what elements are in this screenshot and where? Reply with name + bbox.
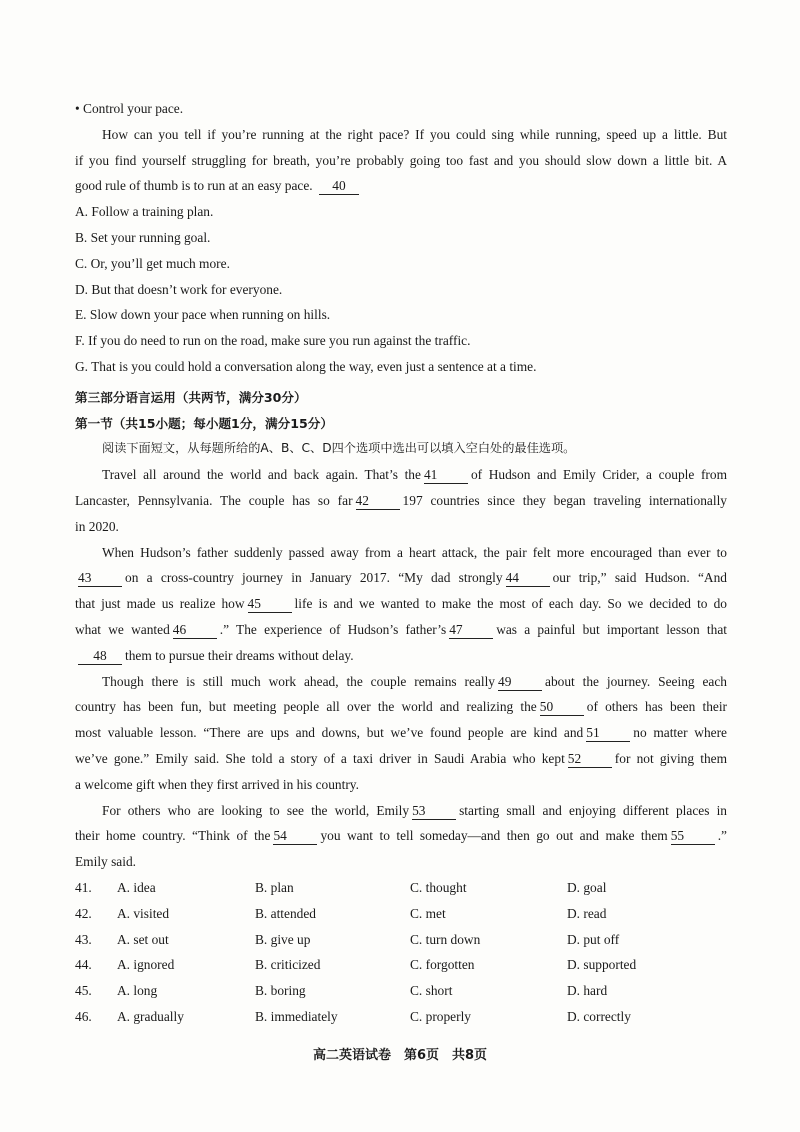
question-number: 45. xyxy=(75,983,92,999)
blank-55: 55 xyxy=(671,828,715,845)
cloze-text: For others who are looking to see the world, Emily xyxy=(102,802,410,818)
blank-41: 41 xyxy=(424,467,468,484)
cloze-line: Emily said. xyxy=(75,854,136,870)
blank-46: 46 xyxy=(173,622,217,639)
cloze-text: our trip,” said Hudson. “And xyxy=(552,570,727,586)
cloze-line xyxy=(75,823,727,849)
cloze-line xyxy=(75,720,727,746)
cloze-line xyxy=(75,694,727,720)
option-d: D. But that doesn’t work for everyone. xyxy=(75,281,283,297)
cloze-text: about the journey. Seeing each xyxy=(545,673,727,689)
choice-a: A. long xyxy=(117,983,158,999)
page-footer: 高二英语试卷 第6页 共8页 xyxy=(312,1048,488,1063)
cloze-line xyxy=(75,591,727,617)
cloze-text: their home country. “Think of the xyxy=(75,828,271,844)
choice-row xyxy=(75,901,727,927)
blank-53: 53 xyxy=(412,803,456,820)
cloze-line: When Hudson’s father suddenly passed away from a heart attack, the pair felt more encouraged than ever to xyxy=(102,544,727,560)
choice-b: B. give up xyxy=(255,931,311,947)
cloze-text: of Hudson and Emily Crider, a couple from xyxy=(470,467,727,483)
choice-a: A. set out xyxy=(117,931,169,947)
choice-a: A. ignored xyxy=(117,957,175,973)
question-number: 44. xyxy=(75,957,92,973)
cloze-text: we’ve gone.” Emily said. She told a story of a taxi driver in Saudi Arabia who kept xyxy=(75,750,565,766)
choice-row xyxy=(75,952,727,978)
reading-line: if you find yourself struggling for breath, you’re probably going too fast and you should slow down a little bit. A xyxy=(75,152,727,168)
cloze-line xyxy=(75,488,727,514)
bullet-heading: • Control your pace. xyxy=(75,101,184,116)
question-number: 42. xyxy=(75,905,92,921)
option-e: E. Slow down your pace when running on hills. xyxy=(75,307,331,323)
cloze-text: .” xyxy=(717,828,727,844)
choice-d: D. correctly xyxy=(567,1008,631,1024)
cloze-text: them to pursue their dreams without delay. xyxy=(125,647,354,663)
choice-d: D. goal xyxy=(567,879,607,895)
cloze-text: you want to tell someday—and then go out and make them xyxy=(320,828,668,844)
cloze-line xyxy=(75,462,727,488)
choice-b: B. attended xyxy=(255,905,316,921)
cloze-text: was a painful but important lesson that xyxy=(496,621,727,637)
cloze-line xyxy=(75,643,727,669)
question-number: 46. xyxy=(75,1008,92,1024)
choice-row xyxy=(75,927,727,953)
choice-a: A. idea xyxy=(117,879,156,895)
cloze-text: Though there is still much work ahead, the couple remains really xyxy=(102,673,496,689)
blank-51: 51 xyxy=(586,725,630,742)
choice-d: D. read xyxy=(567,905,607,921)
cloze-text: what we wanted xyxy=(75,621,170,637)
cloze-line xyxy=(75,565,727,591)
choice-b: B. immediately xyxy=(255,1008,338,1024)
blank-42: 42 xyxy=(356,493,400,510)
cloze-line xyxy=(75,669,727,695)
cloze-line xyxy=(75,617,727,643)
choice-c: C. properly xyxy=(410,1008,471,1024)
choice-c: C. forgotten xyxy=(410,957,475,973)
option-b: B. Set your running goal. xyxy=(75,229,211,245)
option-g: G. That is you could hold a conversation along the way, even just a sentence at a time. xyxy=(75,358,537,374)
reading-line: How can you tell if you’re running at the right pace? If you could sing while running, speed up a little. But xyxy=(102,126,727,142)
choice-d: D. supported xyxy=(567,957,637,973)
choice-c: C. thought xyxy=(410,879,467,895)
cloze-text: starting small and enjoying different places in xyxy=(459,802,727,818)
choice-row xyxy=(75,978,727,1004)
section-instruction: 阅读下面短文，从每题所给的A、B、C、D四个选项中选出可以填入空白处的最佳选项。 xyxy=(102,441,576,456)
blank-40: 40 xyxy=(319,178,359,195)
choice-c: C. short xyxy=(410,983,453,999)
reading-text: good rule of thumb is to run at an easy pace. xyxy=(75,178,313,194)
cloze-text: no matter where xyxy=(633,725,727,741)
choice-d: D. hard xyxy=(567,983,608,999)
blank-52: 52 xyxy=(568,751,612,768)
cloze-line: in 2020. xyxy=(75,518,119,534)
choice-c: C. met xyxy=(410,905,446,921)
cloze-text: Travel all around the world and back again. That’s the xyxy=(102,467,421,483)
cloze-text: life is and we wanted to make the most of each day. So we decided to do xyxy=(294,596,727,612)
choice-row xyxy=(75,875,727,901)
blank-48: 48 xyxy=(78,648,122,665)
choice-c: C. turn down xyxy=(410,931,481,947)
section-subtitle: 第一节（共15小题；每小题1分，满分15分） xyxy=(75,415,333,431)
cloze-text: for not giving them xyxy=(614,750,728,766)
cloze-text: .” The experience of Hudson’s father’s xyxy=(219,621,447,637)
page-content xyxy=(75,96,727,1030)
option-c: C. Or, you’ll get much more. xyxy=(75,255,230,271)
choice-b: B. criticized xyxy=(255,957,321,973)
question-number: 43. xyxy=(75,931,92,947)
cloze-line xyxy=(75,798,727,824)
blank-45: 45 xyxy=(248,596,292,613)
cloze-line: a welcome gift when they first arrived in his country. xyxy=(75,776,359,792)
cloze-line xyxy=(75,746,727,772)
cloze-text: most valuable lesson. “There are ups and downs, but we’ve found people are kind and xyxy=(75,725,584,741)
cloze-text: on a cross-country journey in January 2017. “My dad strongly xyxy=(125,570,503,586)
option-f: F. If you do need to run on the road, make sure you run against the traffic. xyxy=(75,333,471,349)
cloze-text: of others has been their xyxy=(586,699,728,715)
blank-54: 54 xyxy=(273,828,317,845)
cloze-text: country has been fun, but meeting people all over the world and realizing the xyxy=(75,699,537,715)
choice-a: A. gradually xyxy=(117,1008,184,1024)
blank-43: 43 xyxy=(78,570,122,587)
cloze-text: Lancaster, Pennsylvania. The couple has so far xyxy=(75,492,353,508)
blank-44: 44 xyxy=(506,570,550,587)
blank-47: 47 xyxy=(449,622,493,639)
cloze-text: that just made us realize how xyxy=(75,596,245,612)
option-a: A. Follow a training plan. xyxy=(75,204,214,220)
choice-d: D. put off xyxy=(567,931,620,947)
choice-b: B. boring xyxy=(255,983,306,999)
blank-50: 50 xyxy=(540,699,584,716)
blank-49: 49 xyxy=(498,674,542,691)
section-title: 第三部分语言运用（共两节，满分30分） xyxy=(75,389,307,405)
choice-a: A. visited xyxy=(117,905,170,921)
choice-b: B. plan xyxy=(255,879,294,895)
cloze-text: 197 countries since they began traveling internationally xyxy=(402,492,727,508)
question-number: 41. xyxy=(75,879,92,895)
reading-line xyxy=(75,173,727,199)
choice-row xyxy=(75,1004,727,1030)
